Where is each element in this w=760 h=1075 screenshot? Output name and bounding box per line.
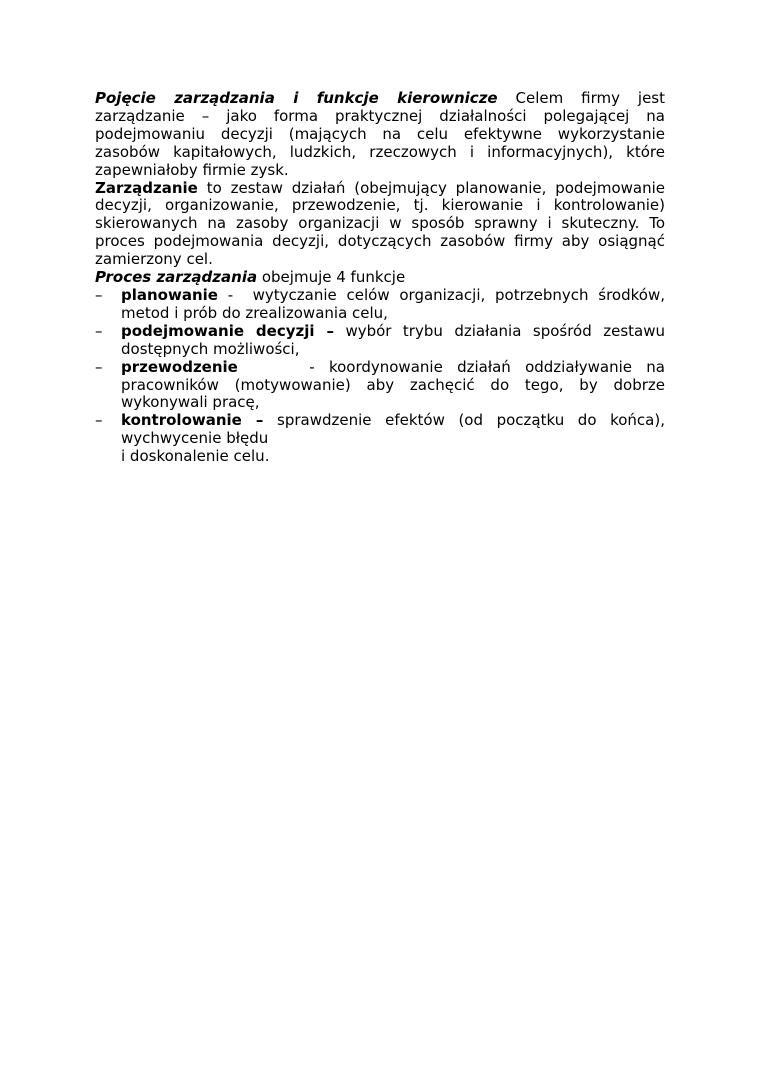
functions-list <box>95 287 665 466</box>
dash-bullet: – <box>95 357 103 376</box>
dash-bullet: – <box>95 321 103 340</box>
section-heading: Pojęcie zarządzania i funkcje kierownicze <box>95 89 498 107</box>
dash-bullet: – <box>95 411 103 430</box>
function-description: koordynowanie działań oddziaływanie na pracowników (motywowanie) aby zachęcić do tego, by dobrze wykonywali pracę, <box>121 357 665 412</box>
function-term: przewodzenie <box>121 357 238 376</box>
function-separator <box>334 322 345 340</box>
intro-paragraph <box>95 90 665 180</box>
list-item-podejmowanie-decyzji <box>95 323 665 359</box>
function-description: wytyczanie celów organizacji, potrzebnych środków, metod i prób do zrealizowania celu, <box>121 285 665 322</box>
function-description: wybór trybu działania spośród zestawu dostępnych możliwości, <box>121 321 665 358</box>
list-item-przewodzenie <box>95 359 665 413</box>
dash-bullet: – <box>95 285 103 304</box>
function-term: podejmowanie decyzji – <box>121 321 334 340</box>
intro-text: Celem firmy jest zarządzanie – jako forma praktycznej działalności polegającej na podejmowaniu decyzji (mających na celu efektywne wykorzystanie zasobów kapitałowych, ludzkich, rzeczowych i informacyjnych), które zapewniałoby firmie zysk. <box>95 89 665 179</box>
list-item-kontrolowanie <box>95 412 665 466</box>
function-separator: - <box>237 357 329 376</box>
function-description: sprawdzenie efektów (od początku do końca), wychwycenie błędu <box>121 411 665 448</box>
list-item-planowanie <box>95 287 665 323</box>
function-separator <box>263 411 277 429</box>
process-term: Proces zarządzania <box>95 268 258 287</box>
function-separator: - <box>217 285 253 304</box>
process-text: obejmuje 4 funkcje <box>257 268 406 287</box>
definition-paragraph <box>95 180 665 270</box>
definition-text: to zestaw działań (obejmujący planowanie, podejmowanie decyzji, organizowanie, przewodzenie, tj. kierowanie i kontrolowanie) skierowanych na zasoby organizacji w sposób sprawny i skuteczny. To proces podejmowania decyzji, dotyczących zasobów firmy aby osiągnąć zamierzony cel. <box>95 178 665 269</box>
definition-term: Zarządzanie <box>95 178 198 197</box>
document-page <box>95 90 665 466</box>
function-description-tail: i doskonalenie celu. <box>121 447 270 466</box>
function-term: planowanie <box>121 285 218 304</box>
process-paragraph <box>95 269 665 287</box>
function-term: kontrolowanie – <box>121 411 264 430</box>
